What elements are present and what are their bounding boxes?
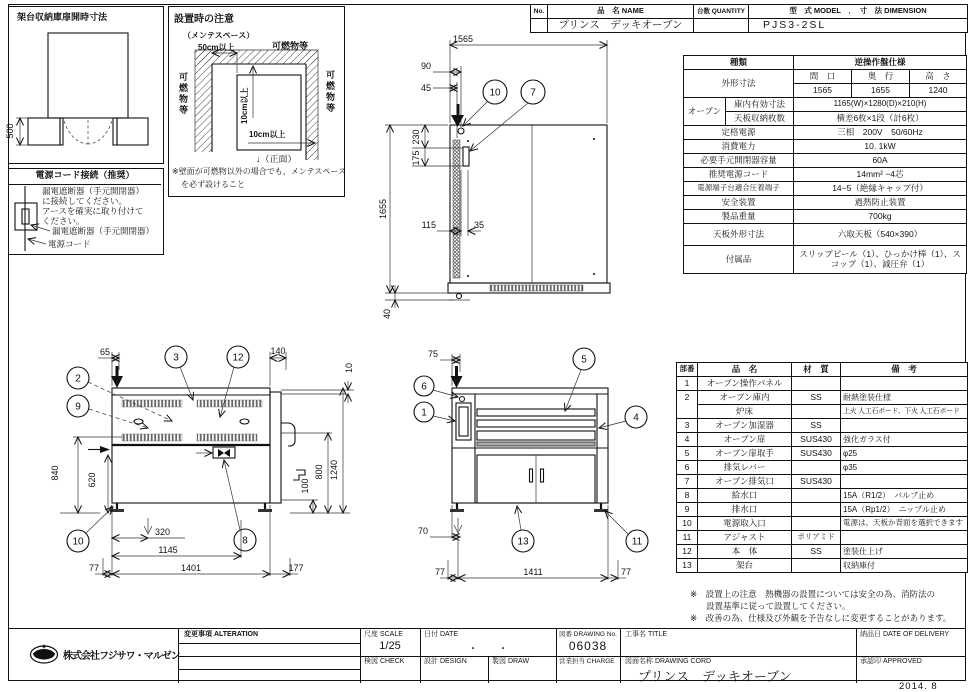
power-cord-instruction-3: アースを確実に取り付けて: [42, 206, 144, 216]
title-block: [8, 628, 965, 683]
power-cord-box-title: 電源コード接続（推奨）: [9, 170, 161, 185]
header-model-dim-label: 型 式 MODEL ． 寸 法 DIMENSION: [749, 5, 968, 19]
power-cord-instruction-1: 漏電遮断器（手元開閉器）: [42, 186, 145, 196]
svg-text:77: 77: [434, 567, 446, 577]
side-outline: [110, 388, 305, 512]
exhaust-slot: [453, 140, 460, 278]
model-number: PJS3-2SL: [749, 19, 968, 33]
breaker-label: 漏電遮断器（手元開閉器）: [52, 226, 155, 236]
balloon-5: [565, 348, 595, 411]
side-dimensions: [50, 346, 354, 576]
spec-weight-value: 700kg: [794, 210, 967, 224]
svg-text:840: 840: [50, 465, 60, 481]
part-row: 10 電源取入口 電源は、天板か背面を選択できます: [677, 517, 968, 531]
date-stamp: 2014. 8: [899, 681, 938, 692]
combustible-label-right: 可燃物等: [325, 70, 335, 114]
plan-view-drawing: [380, 28, 680, 320]
oven-door-glass: [477, 431, 595, 440]
svg-text:90: 90: [420, 61, 431, 71]
drawing-no-value: 06038: [568, 639, 608, 653]
power-cord-instruction-4: ください。: [42, 216, 85, 226]
svg-text:6: 6: [421, 381, 427, 393]
part-row: 11 アジャスト ポリアミド: [677, 531, 968, 545]
header-no-label: No.: [531, 5, 548, 19]
part-row: 13 架台 収納庫付: [677, 559, 968, 573]
svg-text:1: 1: [421, 407, 427, 419]
spec-terminal-value: 14−5（絶縁キャップ付）: [794, 182, 967, 196]
date-label: 日付 DATE: [424, 631, 459, 638]
safety-note-line2: 設置基準に従って設置してください。: [706, 601, 851, 611]
spec-outer-label: 外形寸法: [684, 70, 794, 98]
combustible-label-top: 可燃物等: [272, 41, 309, 51]
spec-consumption-value: 10. 1kW: [794, 140, 967, 154]
svg-text:11: 11: [631, 536, 643, 548]
cord-hook: [281, 423, 295, 446]
svg-text:100: 100: [300, 478, 310, 494]
svg-text:77: 77: [620, 567, 632, 577]
drawing-no-label: 図番 DRAWING No.: [559, 631, 617, 638]
spec-height: 1240: [910, 84, 967, 98]
dim-500: [5, 118, 28, 145]
svg-text:1240: 1240: [329, 459, 339, 481]
spec-inner-value: 1165(W)×1280(D)×210(H): [794, 98, 967, 112]
alteration-label: 変更事項 ALTERATION: [184, 631, 259, 638]
svg-text:70: 70: [417, 526, 428, 536]
part-row: 1 オーブン操作パネル: [677, 377, 968, 391]
balloon-7: [470, 80, 545, 151]
svg-text:175: 175: [411, 150, 421, 166]
svg-text:7: 7: [530, 87, 536, 99]
svg-text:75: 75: [427, 349, 438, 359]
svg-text:13: 13: [517, 536, 529, 548]
svg-text:1145: 1145: [158, 545, 178, 555]
delivery-label: 納品日 DATE OF DELIVERY: [860, 631, 950, 638]
vent-strip: [122, 400, 182, 407]
plan-dimensions: [378, 34, 607, 319]
balloon-13: [512, 506, 534, 552]
combustible-label-left: 可燃物等: [178, 72, 188, 116]
balloon-2: [67, 367, 172, 421]
spec-tray-value: 横差6枚×1段（計6枚）: [794, 112, 967, 126]
install-note-line1: ※壁面が可燃物以外の場合でも、メンテスペース: [172, 167, 346, 176]
water-inlet-valve: [196, 447, 235, 458]
svg-text:230: 230: [411, 129, 421, 145]
svg-text:8: 8: [242, 535, 248, 547]
svg-text:1655: 1655: [378, 198, 388, 220]
svg-text:1411: 1411: [523, 567, 543, 577]
front-direction-label: ↓（正面）: [256, 154, 297, 164]
svg-text:115: 115: [421, 220, 436, 230]
balloon-1: [414, 402, 455, 422]
change-note-line: ※ 改善の為、仕様及び外観を予告なしに変更することがあります。: [690, 613, 952, 623]
part-row: 8 給水口 15A（R1/2） バルブ止め: [677, 489, 968, 503]
part-row: 3 オーブン加湿器 SS: [677, 419, 968, 433]
spec-kind-value: 逆操作盤仕様: [794, 56, 967, 70]
product-name: プリンス デッキオーブン: [548, 19, 694, 33]
charge-label: 営業担当 CHARGE: [559, 658, 615, 665]
company-name: 株式会社フジサワ・マルゼン: [63, 651, 180, 662]
svg-text:140: 140: [270, 346, 286, 356]
header-name-label: 品 名 NAME: [548, 5, 694, 19]
balloon-4: [599, 406, 647, 428]
balloon-8: [224, 460, 256, 551]
svg-text:12: 12: [232, 352, 244, 364]
front-outline: [450, 388, 608, 512]
draw-label: 製図 DRAW: [492, 658, 530, 665]
svg-text:40: 40: [382, 308, 392, 320]
svg-text:35: 35: [474, 220, 485, 230]
exhaust-port: [463, 147, 469, 166]
breaker-symbol: [15, 186, 37, 251]
svg-text:4: 4: [633, 412, 639, 424]
balloon-10-side: [67, 507, 113, 552]
svg-text:10: 10: [72, 536, 84, 548]
spec-safety-value: 過熱防止装置: [794, 196, 967, 210]
scale-label: 尺度 SCALE: [364, 631, 403, 638]
spec-kind-label: 種類: [684, 56, 794, 70]
dim-50cm-label: 50cm以上: [198, 43, 235, 52]
part-row: 4 オーブン扉 SUS430 強化ガラス付: [677, 433, 968, 447]
spec-power-value: 三相 200V 50/60Hz: [794, 126, 967, 140]
leader-lines: [28, 225, 50, 244]
spec-accessories-value: スリップピール（1）、ひっかけ棒（1）、スコップ（1）、減圧弁（1）: [794, 246, 967, 274]
part-row: 5 オーブン扉取手 SUS430 φ25: [677, 447, 968, 461]
svg-text:800: 800: [314, 464, 324, 480]
svg-text:5: 5: [581, 354, 587, 366]
part-row: 12 本 体 SS 塗装仕上げ: [677, 545, 968, 559]
svg-text:500: 500: [5, 123, 15, 139]
construction-title-label: 工事名 TITLE: [625, 631, 668, 638]
power-inlet: [458, 128, 464, 134]
svg-text:77: 77: [88, 563, 100, 573]
oven-door-edge: [477, 442, 595, 446]
vent-strip: [122, 434, 182, 441]
oven-door-glass: [477, 409, 595, 416]
vent-strip: [197, 434, 257, 441]
exhaust-lever: [460, 397, 465, 402]
power-entry-arrow: [111, 376, 123, 388]
rear-vent: [490, 285, 583, 291]
part-row: 6 排気レバー φ35: [677, 461, 968, 475]
install-box-title: 設置時の注意: [174, 14, 234, 25]
maintenance-space-label: （メンテスペース）: [183, 31, 255, 40]
vent-strip: [197, 400, 262, 407]
approved-label: 承認印 APPROVED: [860, 658, 922, 665]
svg-text:1401: 1401: [180, 563, 202, 573]
door-handle: [541, 469, 544, 482]
spec-cord-value: 14mm² −4芯: [794, 168, 967, 182]
svg-text:10: 10: [489, 87, 501, 99]
spec-breaker-value: 60A: [794, 154, 967, 168]
svg-text:1565: 1565: [453, 34, 474, 44]
cabinet-outline: [28, 33, 148, 145]
svg-text:65: 65: [99, 347, 110, 357]
control-panel: [456, 403, 471, 440]
company-logo-icon: [28, 643, 60, 665]
svg-text:10: 10: [344, 362, 354, 374]
power-cord-instruction-2: に接続してください。: [42, 196, 128, 206]
door-open-drawing: [5, 6, 162, 162]
svg-text:2: 2: [75, 373, 81, 385]
parts-table: 部番 品 名 材 質 備 考 1 オーブン操作パネル 2 オーブン庫内 SS 耐熱塗装仕様 炉床 上火 人工石ボード、下火 人工石ボード 3 オーブン加湿器 SS 4 オーブン扉 SUS430 強化ガラス付 5 オーブン扉取手 SUS430 φ25 6 排気レバー φ35 7 オーブン排気口 SUS430 8 給水口 15A（R1/2） バルブ止め 9 排水口 15A（Rp1/2） ニップル止め 10 電源取入口 電源は、天板か背面を選択できます 11 アジャスト ポリアミド 12 本 体 SS 塗装仕上げ 13 架台 収納庫付: [676, 362, 968, 573]
part-row: 7 オーブン排気口 SUS430: [677, 475, 968, 489]
scale-value: 1/25: [379, 640, 401, 652]
dim-10cm-horizontal-label: 10cm以上: [249, 130, 286, 139]
check-label: 検図 CHECK: [364, 658, 405, 665]
svg-text:3: 3: [173, 352, 179, 364]
part-row: 炉床 上火 人工石ボード、下火 人工石ボード: [677, 405, 968, 419]
svg-text:620: 620: [87, 472, 97, 488]
door-open-box-title: 架台収納庫扉開時寸法: [17, 12, 108, 22]
balloon-3: [165, 346, 193, 400]
balloon-6: [414, 376, 458, 397]
svg-text:9: 9: [75, 401, 81, 413]
part-row: 2 オーブン庫内 SS 耐熱塗装仕様: [677, 391, 968, 405]
plan-outline: [448, 125, 610, 300]
svg-text:177: 177: [288, 563, 304, 573]
drawing-name-label: 図面名称 DRAWING CORD: [625, 658, 712, 665]
svg-text:45: 45: [420, 83, 431, 93]
safety-note-line1: ※ 設置上の注意 熱機器の設置については安全の為、消防法の: [690, 589, 935, 599]
door-handle: [530, 469, 533, 482]
install-note-line2: を必ず設けること: [181, 180, 245, 189]
side-view-drawing: [40, 340, 370, 585]
spec-table: 種類 逆操作盤仕様 外形寸法 間 口 奥 行 高 さ 1565 1655 1240 オーブン 庫内有効寸法 1165(W)×1280(D)×210(H) 天板収納枚数 横差6枚×1段（計6枚） 定格電源 三相 200V 50/60Hz 消費電力 10. 1kW 必要手元開閉器容量 60A 推奨電源コード 14mm² −4芯 電源端子台適合圧着端子 14−5（絶縁キャップ付） 安全装置 過熱防止装置 製品重量 700kg 天板外形寸法 六取天板（540×390） 付属品 スリップピール（1）、ひっかけ棒（1）、スコップ（1）、減圧弁（1）: [683, 55, 967, 274]
power-cord-label: 電源コード: [48, 239, 91, 249]
drawing-name-value: プリンス デッキオーブン: [638, 669, 792, 684]
design-label: 設計 DESIGN: [424, 658, 467, 665]
balloon-10: [463, 80, 507, 126]
spec-plate-value: 六取天板（540×390）: [794, 224, 967, 246]
wall-hatching: [195, 50, 318, 160]
part-row: 9 排水口 15A（Rp1/2） ニップル止め: [677, 503, 968, 517]
svg-text:320: 320: [155, 527, 171, 537]
oven-door-glass: [477, 420, 595, 427]
spec-width: 1565: [794, 84, 852, 98]
spec-depth: 1655: [852, 84, 910, 98]
front-view-drawing: [400, 340, 655, 585]
header-qty-label: 台数 QUANTITY: [694, 5, 749, 19]
dim-10cm-vertical-label: 10cm以上: [240, 87, 249, 124]
date-value: ・ ・: [468, 644, 508, 655]
spec-oven-label: オーブン: [684, 98, 726, 126]
balloon-11: [605, 511, 648, 552]
